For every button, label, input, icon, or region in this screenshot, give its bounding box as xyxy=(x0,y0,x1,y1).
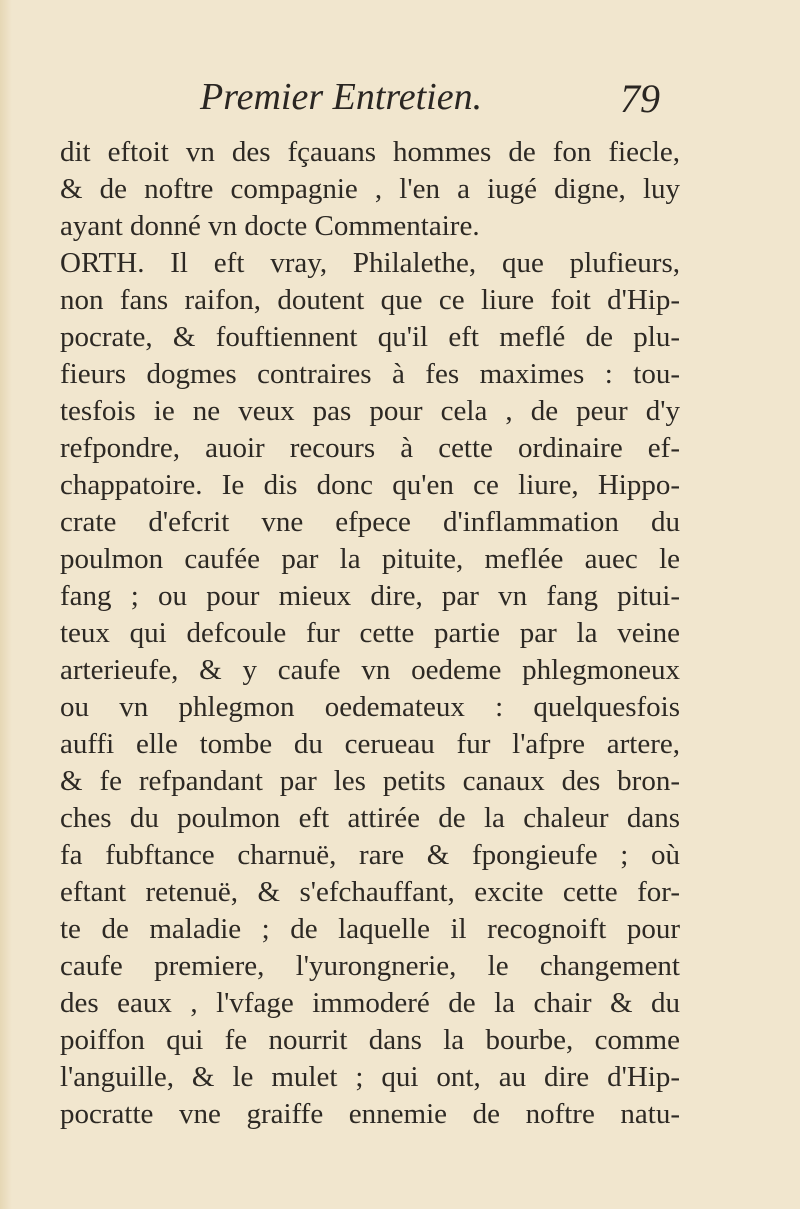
text-line: non fans raifon, doutent que ce liure foit d'Hip- xyxy=(60,284,680,316)
text-line: & de noftre compagnie , l'en a iugé digne, luy xyxy=(60,173,680,205)
text-line: te de maladie ; de laquelle il recognoift pour xyxy=(60,913,680,945)
running-title: Premier Entretien. xyxy=(200,76,483,118)
text-line: ches du poulmon eft attirée de la chaleur dans xyxy=(60,802,680,834)
page-gutter-edge xyxy=(0,0,12,1209)
text-line: poulmon caufée par la pituite, meflée auec le xyxy=(60,543,680,575)
running-head xyxy=(0,75,800,135)
text-line: caufe premiere, l'yurongnerie, le changement xyxy=(60,950,680,982)
text-line: poiffon qui fe nourrit dans la bourbe, comme xyxy=(60,1024,680,1056)
text-line: fa fubftance charnuë, rare & fpongieufe ; où xyxy=(60,839,680,871)
text-line: l'anguille, & le mulet ; qui ont, au dire d'Hip- xyxy=(60,1061,680,1093)
text-line: crate d'efcrit vne efpece d'inflammation du xyxy=(60,506,680,538)
text-line: auffi elle tombe du cerueau fur l'afpre artere, xyxy=(60,728,680,760)
text-line: ayant donné vn docte Commentaire. xyxy=(60,210,480,242)
text-line: fang ; ou pour mieux dire, par vn fang pitui- xyxy=(60,580,680,612)
text-line: tesfois ie ne veux pas pour cela , de peur d'y xyxy=(60,395,680,427)
text-line: teux qui defcoule fur cette partie par la veine xyxy=(60,617,680,649)
show-through-text xyxy=(80,1122,640,1136)
text-line-speaker: ORTH. Il eft vray, Philalethe, que plufieurs, xyxy=(60,247,680,279)
page-number: 79 xyxy=(620,76,660,121)
text-line: refpondre, auoir recours à cette ordinaire ef- xyxy=(60,432,680,464)
text-line: fieurs dogmes contraires à fes maximes : tou- xyxy=(60,358,680,390)
text-line: dit eftoit vn des fçauans hommes de fon fiecle, xyxy=(60,136,680,168)
text-line: des eaux , l'vfage immoderé de la chair & du xyxy=(60,987,680,1019)
text-line: eftant retenuë, & s'efchauffant, excite cette for- xyxy=(60,876,680,908)
text-line: pocrate, & fouftiennent qu'il eft meflé de plu- xyxy=(60,321,680,353)
text-line: arterieufe, & y caufe vn oedeme phlegmoneux xyxy=(60,654,680,686)
body-text xyxy=(60,134,680,1133)
text-line: pocratte vne graiffe ennemie de noftre natu- xyxy=(60,1098,680,1130)
text-line: & fe refpandant par les petits canaux des bron- xyxy=(60,765,680,797)
text-line: chappatoire. Ie dis donc qu'en ce liure, Hippo- xyxy=(60,469,680,501)
text-line: ou vn phlegmon oedemateux : quelquesfois xyxy=(60,691,680,723)
